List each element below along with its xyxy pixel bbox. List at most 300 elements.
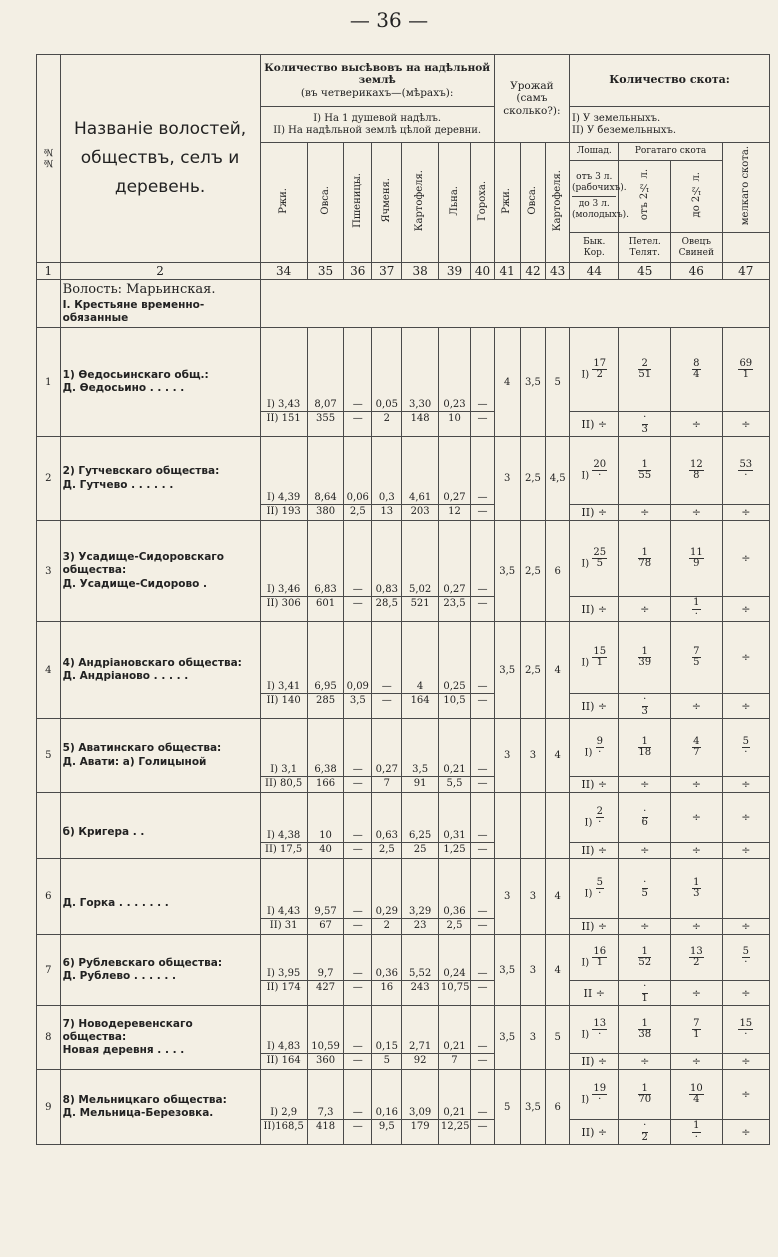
sowing-per-allotment-value: 0,21 [438,719,470,777]
village-name: Д. Ѳедосьино . . . . . [62,382,185,394]
sowing-whole-village-value: 1,25 [438,843,470,859]
sowing-per-allotment-value: 5,02 [402,521,439,597]
sowing-whole-village-value: 28,5 [372,597,402,622]
place-name [60,1006,260,1070]
small-cattle-header: мелкаго скота. [722,143,769,233]
sowing-whole-village-value: 13 [372,505,402,521]
cattle-cell: ÷ [619,919,671,935]
cattle-landed: I) У земельныхъ. [572,113,661,124]
sowing-whole-village-value: 166 [307,777,344,793]
sowing-whole-village-value: 2 [372,919,402,935]
table-row [37,935,770,981]
harvest-value: 3,5 [494,521,520,622]
harvest-value [546,793,570,859]
sowing-whole-village-value: 285 [307,694,344,719]
harvest-value: 5 [546,1006,570,1070]
horned-header: Рогатаго скота [619,143,722,161]
cattle-cell: ÷ [671,412,723,437]
sowing-per-allotment-value: 5,52 [402,935,439,981]
sowing-whole-village-value: 7 [372,777,402,793]
sowing-whole-village-value: — [471,919,495,935]
cattle-cell: I) $\frac{19}{\cdot}$ [570,1070,619,1120]
sowing-whole-village-value: II) 80,5 [260,777,307,793]
sowing-per-allotment-value: — [471,622,495,694]
harvest-value [520,793,546,859]
sowing-whole-village-value: — [471,597,495,622]
place-name [60,328,260,437]
cattle-cell: ÷ [722,777,769,793]
column-number: 39 [438,263,470,280]
sowing-per-allotment-value: 9,57 [307,859,344,919]
cattle-cell: ÷ [619,505,671,521]
cattle-cell: $\frac{1}{3}$ [671,859,723,919]
society-name: 4) Андріановскаго общества: [62,656,242,669]
sowing-title: Количество высѣвовъ на надѣльной землѣ [264,62,491,87]
harvest-value: 3,5 [494,622,520,719]
sowing-per-allotment-value: 0,21 [438,1006,470,1054]
sowing-per-allotment-value: I) 4,38 [260,793,307,843]
cattle-cell: $\frac{11}{9}$ [671,521,723,597]
harvest-value: 4 [546,859,570,935]
sowing-whole-village-value: 5,5 [438,777,470,793]
place-name [60,793,260,859]
sowing-per-allotment-value: 3,09 [402,1070,439,1120]
village-name: Д. Горка . . . . . . . [62,896,169,909]
cattle-cell: ÷ [722,1120,769,1145]
sowing-per-allotment-value: — [344,719,372,777]
harvest-value: 4,5 [546,437,570,521]
sowing-whole-village-value: 2,5 [372,843,402,859]
sowing-per-allotment-value: 3,30 [402,328,439,412]
row-index: 5 [37,719,61,793]
cattle-cell: II) ÷ [570,412,619,437]
column-number: 1 [37,263,61,280]
cattle-cell [722,859,769,919]
cattle-cell: $\frac{1}{39}$ [619,622,671,694]
sowing-whole-village-value: 601 [307,597,344,622]
cattle-cell: II) ÷ [570,919,619,935]
harvest-value: 3 [520,935,546,1006]
sowing-per-allotment-value: 0,16 [372,1070,402,1120]
cattle-cell: II) ÷ [570,843,619,859]
cattle-cell: II ÷ [570,981,619,1006]
cattle-cell: ÷ [722,412,769,437]
sowing-per-allotment-value: 8,64 [307,437,344,505]
harvest-value: 3,5 [520,328,546,437]
cattle-title: Количество скота: [609,73,730,87]
harvest-value: 5 [546,328,570,437]
crop-potato-header: Картофеля. [402,143,439,263]
harvest-value: 3 [494,859,520,935]
sowing-per-allotment-value: — [471,793,495,843]
col-no-header: №№ [37,55,61,263]
cattle-cell: ÷ [619,843,671,859]
sowing-per-allotment-value: — [471,1006,495,1054]
sowing-per-allotment-value: 0,3 [372,437,402,505]
sowing-whole-village-value: — [372,694,402,719]
cattle-cell: $\frac{69}{1}$ [722,328,769,412]
harvest-value: 3 [520,1006,546,1070]
cattle-cell: ÷ [722,694,769,719]
sowing-per-allotment-value: — [471,719,495,777]
cattle-cell: ÷ [722,919,769,935]
crop-wheat-header: Пшеницы. [344,143,372,263]
sowing-whole-village-value: 10 [438,412,470,437]
village-name: Д. Авати: а) Голицыной [62,755,207,768]
sowing-per-allotment-value: I) 3,41 [260,622,307,694]
table-body [37,280,770,1145]
harvest-title: Урожай (самъ сколько?): [494,55,569,143]
cattle-cell: I) $\frac{25}{5}$ [570,521,619,597]
statistics-table [36,54,770,1145]
horse-header: Лошад. [570,143,619,161]
harvest-value: 5 [494,1070,520,1145]
cattle-cell: ÷ [619,1054,671,1070]
cattle-cell: I) $\frac{5}{\cdot}$ [570,859,619,919]
cattle-cell: ÷ [671,1054,723,1070]
sowing-whole-village-value: — [344,1054,372,1070]
sowing-whole-village-value: — [471,843,495,859]
sowing-per-allotment-value: — [344,793,372,843]
row-index: 7 [37,935,61,1006]
sowing-per-allotment-value: 0,27 [438,521,470,597]
sowing-per-allotment-value: — [471,437,495,505]
sowing-per-allotment-value: — [344,859,372,919]
telyat-label: Телят. [629,247,661,258]
cattle-cell: II) ÷ [570,694,619,719]
society-name: 1) Ѳедосьинскаго общ.: [62,368,209,381]
row-index: 3 [37,521,61,622]
harvest-value: 3 [520,859,546,935]
crop-oats-header: Овса. [307,143,344,263]
sowing-per-allotment-value: — [344,935,372,981]
cattle-cell: ÷ [722,793,769,843]
sowing-whole-village-value: II) 164 [260,1054,307,1070]
sowing-whole-village-value: II) 17,5 [260,843,307,859]
cattle-cell: ÷ [671,694,723,719]
horse-young-label: до 3 л. (молодыхъ). [572,199,629,220]
sowing-per-allotment-value: 7,3 [307,1070,344,1120]
sowing-per-allotment-value: 6,25 [402,793,439,843]
name-header: Названіе волостей, обществъ, селъ и деревень. [60,55,260,263]
table-row [37,521,770,597]
sowing-per-allotment-value: 0,29 [372,859,402,919]
sowing-whole-village-value: 243 [402,981,439,1006]
society-name: 7) Новодеревенскаго общества: [62,1017,193,1043]
sowing-whole-village-value: — [344,919,372,935]
sowing-whole-village-value: II) 151 [260,412,307,437]
sowing-whole-village-value: 67 [307,919,344,935]
society-name: 2) Гутчевскаго общества: [62,465,220,478]
harvest-value: 2,5 [520,437,546,521]
sowing-per-allotment-value: 3,29 [402,859,439,919]
harvest-potato-header: Картофеля. [546,143,570,263]
crop-barley-header: Ячменя. [372,143,402,263]
cattle-cell: $\frac{\cdot}{3}$ [619,694,671,719]
cattle-cell: I) $\frac{9}{\cdot}$ [570,719,619,777]
horned-adult-header: отъ 2½ л. [619,161,671,233]
sowing-per-allotment-value: — [344,328,372,412]
sowing-per-allotment-value: 0,09 [344,622,372,694]
table-row [37,793,770,843]
sowing-per-allotment-value: 10 [307,793,344,843]
village-name: Д. Мельница-Березовка. [62,1107,214,1119]
cattle-cell: I) $\frac{15}{1}$ [570,622,619,694]
cattle-cell: $\frac{\cdot}{6}$ [619,793,671,843]
place-name [60,935,260,1006]
sowing-per-allotment-value: 0,15 [372,1006,402,1054]
table-row [37,1070,770,1120]
sowing-whole-village-value: 10,75 [438,981,470,1006]
cattle-cell: ÷ [722,597,769,622]
cattle-cell: ÷ [671,981,723,1006]
cattle-cell: ÷ [671,919,723,935]
sowing-whole-village-value: II) 140 [260,694,307,719]
cattle-cell: I) $\frac{16}{1}$ [570,935,619,981]
village-name: Новая деревня . . . . [62,1044,185,1057]
crop-flax-header: Льна. [438,143,470,263]
harvest-value: 6 [546,521,570,622]
sowing-per-allotment-value: 0,27 [438,437,470,505]
cattle-cell: I) $\frac{2}{\cdot}$ [570,793,619,843]
horned-young-header: до 2½ л. [671,161,723,233]
sowing-whole-village-value: — [344,412,372,437]
sowing-whole-village-value: — [344,981,372,1006]
sowing-whole-village-value: — [471,505,495,521]
sowing-whole-village-value: — [471,1120,495,1145]
sowing-whole-village-value: 16 [372,981,402,1006]
harvest-value: 4 [546,719,570,793]
sowing-per-allotment-value: I) 3,46 [260,521,307,597]
cow-label: Кор. [583,247,605,258]
cattle-cell: II) ÷ [570,505,619,521]
harvest-rye-header: Ржи. [494,143,520,263]
sowing-whole-village-value: 9,5 [372,1120,402,1145]
crop-rye-header: Ржи. [260,143,307,263]
cattle-cell: $\frac{1}{18}$ [619,719,671,777]
place-name [60,622,260,719]
cattle-cell: $\frac{1}{55}$ [619,437,671,505]
column-number: 46 [671,263,723,280]
sowing-whole-village-value: II) 306 [260,597,307,622]
sowing-per-allotment-value: I) 4,83 [260,1006,307,1054]
sowing-whole-village-value: — [471,412,495,437]
cattle-cell: $\frac{1}{52}$ [619,935,671,981]
cattle-cell: $\frac{53}{\cdot}$ [722,437,769,505]
cattle-cell: ÷ [722,1070,769,1120]
sowing-per-allotment-value: I) 4,43 [260,859,307,919]
sowing-whole-village-value: II) 31 [260,919,307,935]
harvest-value: 4 [546,935,570,1006]
cattle-cell: ÷ [722,505,769,521]
sowing-whole-village-value: 7 [438,1054,470,1070]
harvest-value: 6 [546,1070,570,1145]
cattle-cell: $\frac{7}{5}$ [671,622,723,694]
column-number: 36 [344,263,372,280]
cattle-cell: $\frac{4}{7}$ [671,719,723,777]
table-row [37,622,770,694]
cattle-cell: $\frac{2}{51}$ [619,328,671,412]
sowing-whole-village-value: 92 [402,1054,439,1070]
sowing-per-allotment-value: 0,24 [438,935,470,981]
sowing-whole-village-value: 12 [438,505,470,521]
harvest-value [494,793,520,859]
petel-label: Петел. [628,237,661,248]
cattle-cell: $\frac{1}{38}$ [619,1006,671,1054]
harvest-value: 2,5 [520,521,546,622]
sowing-whole-village-value: 380 [307,505,344,521]
sowing-per-allotment-value: 6,83 [307,521,344,597]
sowing-whole-village-value: 25 [402,843,439,859]
cattle-cell: $\frac{10}{4}$ [671,1070,723,1120]
sowing-whole-village-value: 427 [307,981,344,1006]
sowing-per-allotment-value: 0,36 [372,935,402,981]
society-name: 3) Усадище-Сидоровскаго общества: [62,551,224,577]
row-index: 6 [37,859,61,935]
cattle-cell: II) ÷ [570,1120,619,1145]
harvest-value: 3,5 [494,935,520,1006]
sowing-per-allotment-value: I) 3,43 [260,328,307,412]
sowing-per-allotment-value: — [372,622,402,694]
sowing-whole-village-value: 179 [402,1120,439,1145]
cattle-cell: ÷ [722,521,769,597]
horse-working-label: отъ 3 л. (рабочихъ). [572,172,627,194]
place-name [60,859,260,935]
cattle-cell: ÷ [722,1054,769,1070]
volost-name: Волость: Марьинская. [62,282,216,298]
column-number: 2 [60,263,260,280]
sowing-whole-village-value: — [344,777,372,793]
column-number: 42 [520,263,546,280]
sowing-whole-village-value: — [471,777,495,793]
sowing-per-allotment-value: 0,06 [344,437,372,505]
village-name: Д. Андріаново . . . . . [62,670,189,682]
sowing-per-allotment-value: 4 [402,622,439,694]
sowing-per-allotment-value: — [471,935,495,981]
cattle-cell: II) ÷ [570,777,619,793]
sowing-per-allotment-value: I) 4,39 [260,437,307,505]
column-number: 34 [260,263,307,280]
sowing-whole-village-value: 2 [372,412,402,437]
sowing-whole-village-value: 23 [402,919,439,935]
column-number: 35 [307,263,344,280]
cattle-cell: ÷ [722,981,769,1006]
sowing-whole-village-value: 12,25 [438,1120,470,1145]
sowing-whole-village-value: 2,5 [438,919,470,935]
society-name: 6) Рублевскаго общества: [62,956,223,969]
sowing-per-allotment-value: 0,25 [438,622,470,694]
harvest-value: 4 [494,328,520,437]
cattle-cell: ÷ [671,505,723,521]
sowing-per-allotment-value: 0,05 [372,328,402,412]
sowing-per-allotment-value: 6,95 [307,622,344,694]
cattle-landless: II) У беземельныхъ. [572,124,677,136]
harvest-value: 2,5 [520,622,546,719]
sowing-per-allotment-value: 0,31 [438,793,470,843]
sowing-per-allotment-value: — [471,521,495,597]
row-index [37,793,61,859]
sowing-per-allotment-value: 2,71 [402,1006,439,1054]
sowing-per-allotment-value: 0,63 [372,793,402,843]
row-index: 4 [37,622,61,719]
cattle-cell: ÷ [671,793,723,843]
column-number: 40 [471,263,495,280]
cattle-cell: $\frac{1}{70}$ [619,1070,671,1120]
cattle-cell: $\frac{\cdot}{5}$ [619,859,671,919]
cattle-cell: II) ÷ [570,597,619,622]
sowing-per-allotment-value: 0,36 [438,859,470,919]
sowing-per-allotment-value: I) 3,95 [260,935,307,981]
cattle-cell: $\frac{12}{8}$ [671,437,723,505]
sowing-whole-village-value: 3,5 [344,694,372,719]
cattle-cell: $\frac{5}{\cdot}$ [722,935,769,981]
column-number: 47 [722,263,769,280]
cattle-cell: $\frac{1}{78}$ [619,521,671,597]
harvest-value: 3,5 [520,1070,546,1145]
column-numbers-row [37,263,770,280]
cattle-cell: I) $\frac{17}{2}$ [570,328,619,412]
harvest-value: 3 [494,719,520,793]
sowing-whole-village: II) На надѣльной землѣ цѣлой деревни. [273,124,482,136]
village-name: б) Кригера . . [62,825,145,838]
sowing-whole-village-value: — [471,981,495,1006]
sowing-whole-village-value: II) 174 [260,981,307,1006]
sowing-whole-village-value: 2,5 [344,505,372,521]
harvest-value: 3,5 [494,1006,520,1070]
sowing-per-allotment-value: I) 2,9 [260,1070,307,1120]
sowing-per-allotment-value: 9,7 [307,935,344,981]
page-number: — 36 — [349,8,429,32]
sowing-per-allotment-value: 4,61 [402,437,439,505]
row-index: 2 [37,437,61,521]
harvest-value: 3 [494,437,520,521]
sowing-whole-village-value: — [471,1054,495,1070]
cattle-cell: $\frac{1}{\cdot}$ [671,1120,723,1145]
sowing-whole-village-value: 418 [307,1120,344,1145]
society-name: 5) Аватинскаго общества: [62,742,222,755]
harvest-value: 3 [520,719,546,793]
crop-peas-header: Гороха. [471,143,495,263]
cattle-cell: ÷ [722,843,769,859]
column-number: 41 [494,263,520,280]
harvest-oats-header: Овса. [520,143,546,263]
sowing-per-allotment-value: I) 3,1 [260,719,307,777]
bull-label: Бык. [583,237,606,248]
sowing-whole-village-value: 23,5 [438,597,470,622]
table-row [37,437,770,505]
sowing-whole-village-value: II)168,5 [260,1120,307,1145]
sowing-per-allotment-value: — [344,1006,372,1054]
column-number: 37 [372,263,402,280]
society-name: 8) Мельницкаго общества: [62,1093,227,1106]
table-row [37,328,770,412]
sowing-whole-village-value: 203 [402,505,439,521]
sowing-whole-village-value: II) 193 [260,505,307,521]
sowing-whole-village-value: 91 [402,777,439,793]
sowing-whole-village-value: — [471,694,495,719]
pig-label: Свиней [678,247,714,258]
sowing-per-allotment-value: — [471,859,495,919]
cattle-cell: $\frac{\cdot}{2}$ [619,1120,671,1145]
sowing-whole-village-value: — [344,843,372,859]
cattle-cell: ÷ [671,777,723,793]
sowing-per-allotment-value: 0,27 [372,719,402,777]
sowing-per-allotment-value: — [344,521,372,597]
cattle-cell: ÷ [722,622,769,694]
sowing-per-allotment-value: — [471,1070,495,1120]
cattle-cell: ÷ [671,843,723,859]
column-number: 43 [546,263,570,280]
